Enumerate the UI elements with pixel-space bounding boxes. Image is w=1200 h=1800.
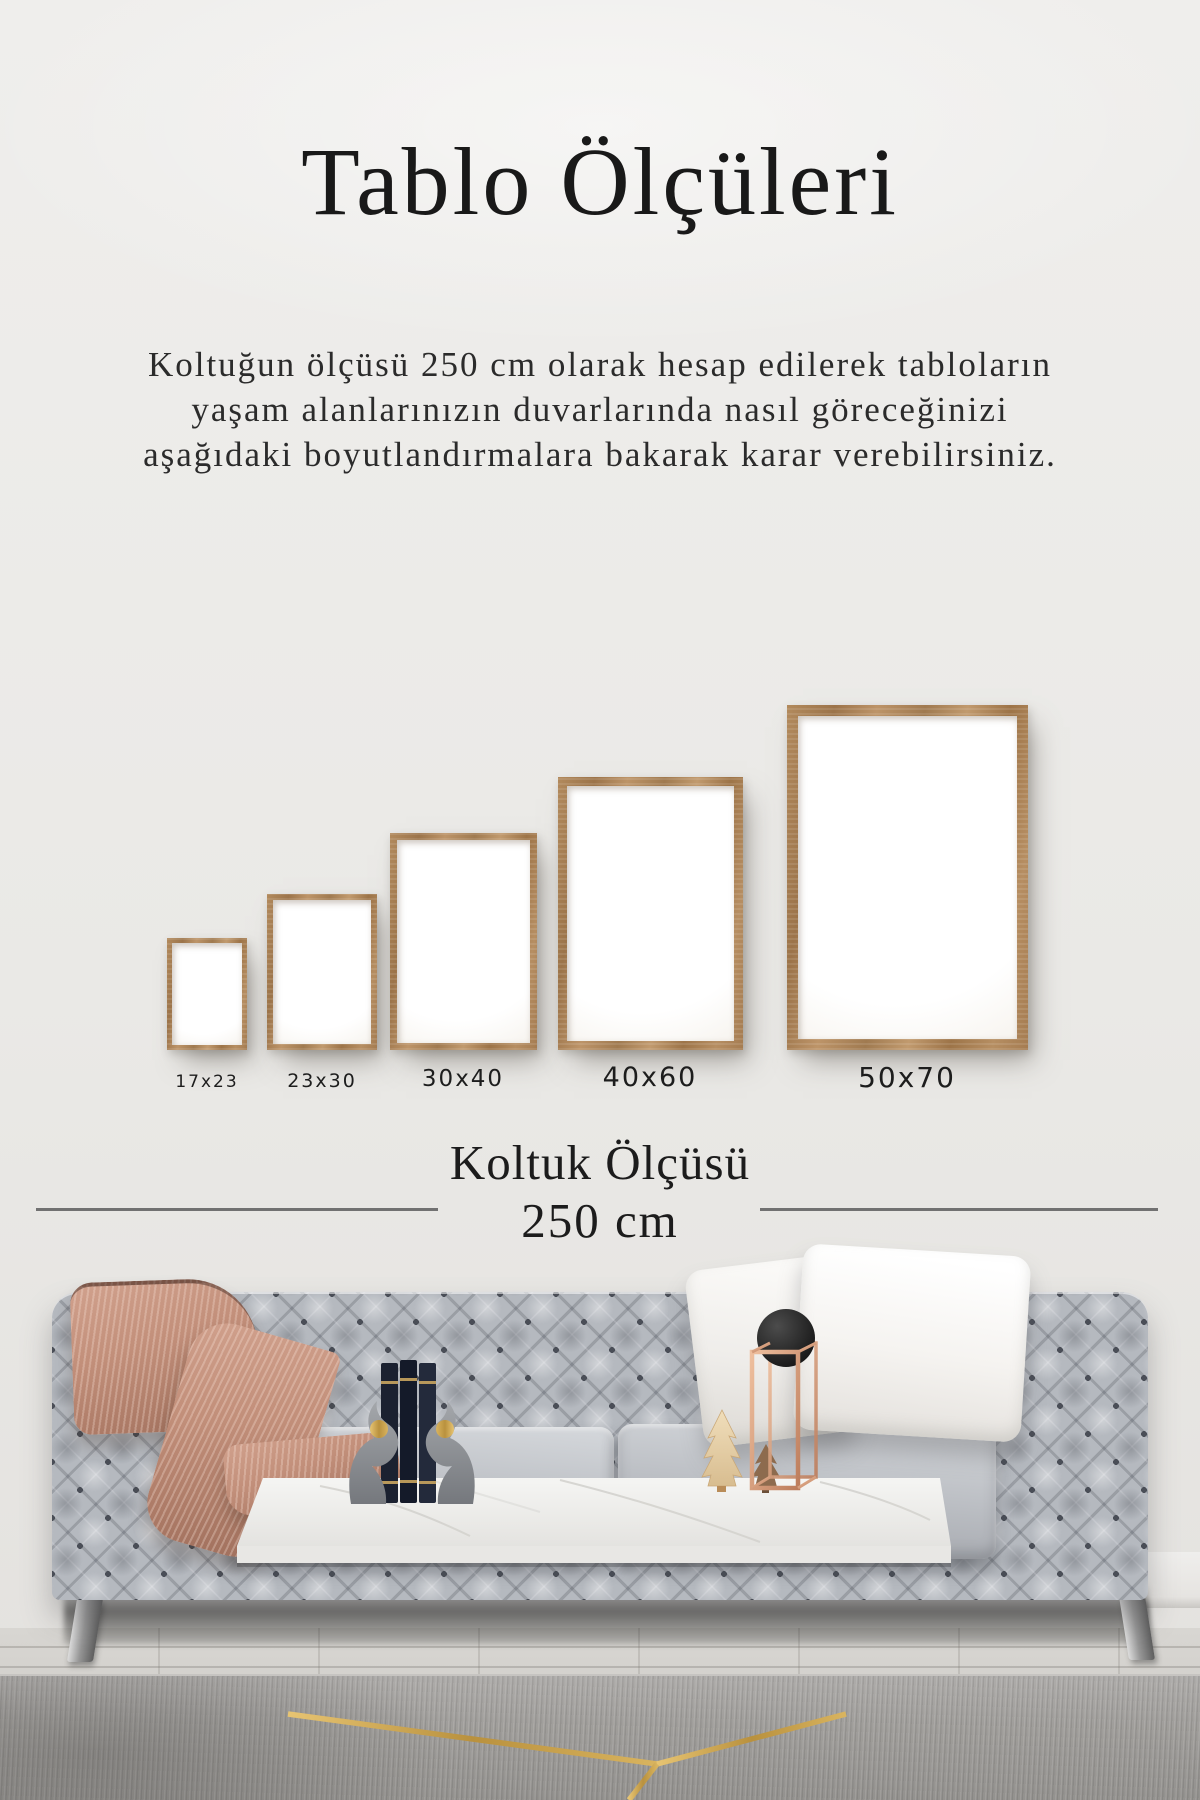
brass-ball-left [370,1420,388,1438]
size-label-23x30: 23x30 [287,1070,357,1092]
size-label-30x40: 30x40 [421,1066,505,1092]
size-label-17x23: 17x23 [175,1072,239,1092]
sofa-measure-title: Koltuk Ölçüsü [449,1135,751,1190]
table-gold-legs [241,1560,891,1800]
page-title: Tablo Ölçüleri [301,128,899,235]
brass-ball-right [436,1420,454,1438]
marble-table-top [237,1478,951,1567]
size-label-50x70: 50x70 [858,1061,956,1094]
sofa-measure-value: 250 cm [521,1193,679,1248]
black-sphere [757,1309,815,1367]
intro-line-3: aşağıdaki boyutlandırmalara bakarak karar verebilirsiniz. [143,435,1057,474]
intro-line-1: Koltuğun ölçüsü 250 cm olarak hesap edilerek tabloların [147,345,1053,384]
size-label-40x60: 40x60 [602,1062,698,1093]
intro-line-2: yaşam alanlarınızın duvarlarında nasıl göreceğinizi [191,390,1009,429]
